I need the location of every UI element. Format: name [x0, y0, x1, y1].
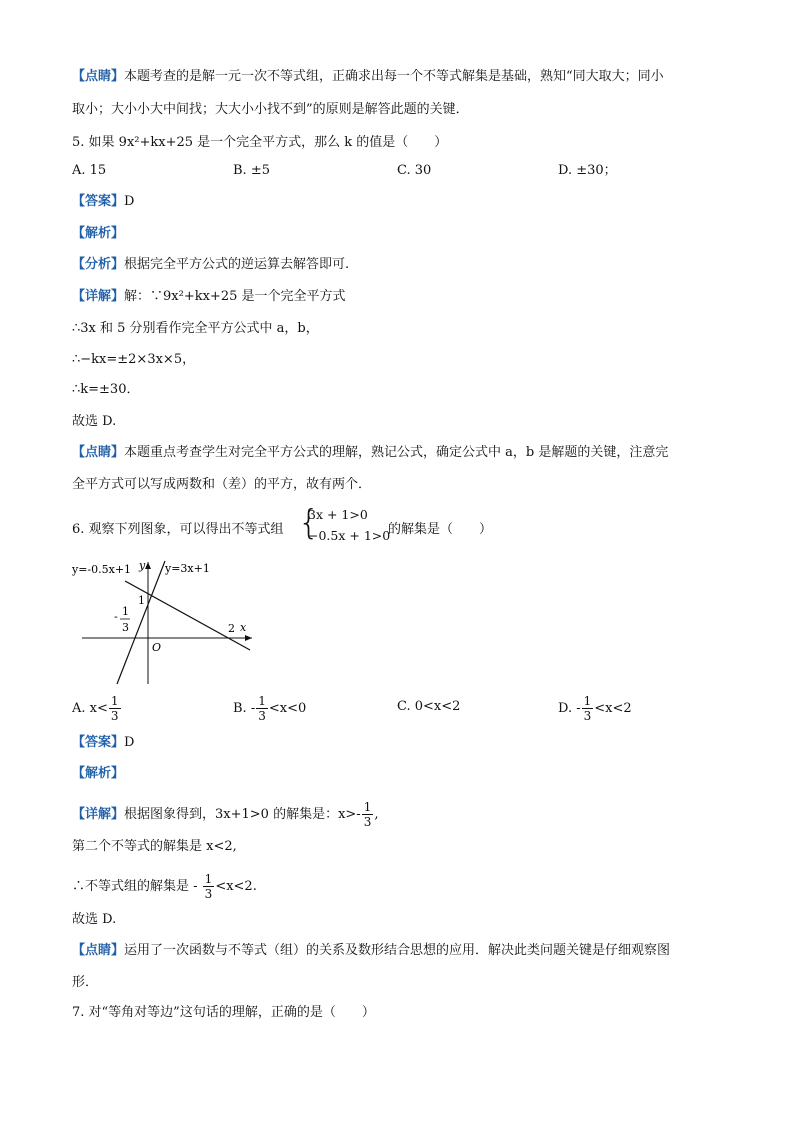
label-neg-sign: -: [114, 610, 118, 623]
answer-value: D: [124, 194, 135, 209]
detail-step: ∴3x 和 5 分别看作完全平方公式中 a，b，: [72, 321, 319, 336]
fraction-num: 1: [110, 694, 119, 708]
fraction: [203, 872, 215, 901]
fenxi-tag: 【分析】: [72, 257, 125, 272]
detail-step-pre: ∴不等式组的解集是 -: [72, 879, 202, 894]
analysis-line: [72, 256, 349, 274]
option-c: C. 30: [397, 163, 432, 178]
q6-option-c: C. 0<x<2: [397, 699, 461, 714]
question-6-stem-pre: 6. 观察下列图象，可以得出不等式组: [72, 522, 284, 537]
note-line: [72, 444, 668, 462]
note-tag: 【点睛】: [72, 445, 125, 460]
fraction-den: 3: [204, 887, 213, 901]
detail-step: 故选 D.: [72, 414, 117, 429]
fraction-den: 3: [258, 709, 266, 723]
q6-option-a: [72, 694, 122, 723]
inequality-1: 3x + 1>0: [308, 507, 368, 522]
label-root-2: 2: [228, 622, 235, 635]
fraction-den: 3: [583, 709, 592, 723]
x-axis-arrow: [245, 635, 252, 641]
q6-option-a-pre: A. x<: [72, 701, 108, 716]
label-y: y: [139, 559, 146, 572]
note-line: [72, 942, 670, 960]
label-frac-den: 3: [122, 621, 129, 634]
fraction-den: 3: [110, 709, 119, 723]
jiexi-tag: 【解析】: [72, 226, 125, 241]
fraction-num: 1: [363, 800, 372, 814]
note-text: 本题重点考查学生对完全平方公式的理解，熟记公式，确定公式中 a，b 是解题的关键，注意完: [124, 445, 669, 460]
jiexi-tag: 【解析】: [72, 766, 125, 781]
brace: {: [298, 503, 320, 543]
label-line-neg-half: y=-0.5x+1: [72, 563, 132, 576]
inequality-2: −0.5x + 1>0: [308, 528, 391, 543]
detail-step: ∴−kx=±2×3x×5，: [72, 352, 196, 367]
note-tag: 【点睛】: [72, 69, 125, 84]
note-tag: 【点睛】: [72, 943, 125, 958]
note-text: 取小；大小小大中间找；大大小小找不到”的原则是解答此题的关键．: [72, 102, 469, 117]
note-line: [72, 974, 98, 992]
detail-step-post: <x<2.: [215, 879, 257, 894]
fraction-num: 1: [258, 694, 266, 708]
q6-option-b-post: <x<0: [268, 701, 307, 716]
label-origin: O: [152, 641, 162, 654]
detail-line: [72, 800, 378, 829]
y-axis-arrow: [145, 562, 151, 569]
question-6-stem: [72, 521, 284, 539]
label-x: x: [240, 621, 247, 634]
question-6-stem-post: 的解集是（ ）: [388, 522, 493, 537]
answer-line: [72, 734, 134, 752]
label-line-3x: y=3x+1: [165, 562, 210, 575]
analysis-heading: [72, 765, 124, 783]
note-text: 全平方式可以写成两数和（差）的平方，故有两个．: [72, 477, 372, 492]
label-frac-num: 1: [122, 605, 129, 618]
function-graph: [70, 558, 260, 688]
answer-value: D: [124, 735, 135, 750]
fraction-den: 3: [363, 815, 372, 829]
fraction-num: 1: [583, 694, 592, 708]
note-text: 本题考查的是解一元一次不等式组，正确求出每一个不等式解集是基础，熟知“同大取大；同小: [124, 69, 664, 84]
answer-tag: 【答案】: [72, 735, 125, 750]
answer-tag: 【答案】: [72, 194, 125, 209]
detail-tag: 【详解】: [72, 807, 125, 822]
option-b: B. ±5: [233, 163, 270, 178]
option-a: A. 15: [72, 163, 107, 178]
fraction-num: 1: [204, 872, 213, 886]
detail-line: [72, 288, 346, 306]
fraction: [362, 800, 374, 829]
detail-step: [72, 872, 257, 901]
fenxi-text: 根据完全平方公式的逆运算去解答即可.: [124, 257, 350, 272]
question-5-stem: 5. 如果 9x²+kx+25 是一个完全平方式，那么 k 的值是（ ）: [72, 135, 448, 150]
detail-step: 第二个不等式的解集是 x<2,: [72, 839, 237, 854]
note-line: [72, 101, 469, 119]
q6-option-d-pre: D. -: [558, 701, 581, 716]
q6-option-b: [233, 694, 306, 723]
detail-step: 故选 D.: [72, 912, 117, 927]
detail-text: 解：∵9x²+kx+25 是一个完全平方式: [124, 289, 346, 304]
detail-tag: 【详解】: [72, 289, 125, 304]
option-d: D. ±30；: [558, 163, 617, 178]
q6-option-b-pre: B. -: [233, 701, 256, 716]
question-7-stem: 7. 对“等角对等边”这句话的理解，正确的是（ ）: [72, 1005, 375, 1020]
q6-option-d: [558, 694, 632, 723]
note-line: [72, 68, 664, 86]
fraction: [256, 694, 268, 723]
note-text: 形．: [72, 975, 99, 990]
note-text: 运用了一次函数与不等式（组）的关系及数形结合思想的应用．解决此类问题关键是仔细观察图: [124, 943, 671, 958]
detail-text: 根据图象得到，3x+1>0 的解集是：x>-: [124, 807, 361, 822]
q6-option-d-post: <x<2: [594, 701, 632, 716]
analysis-heading: [72, 225, 124, 243]
fraction: [582, 694, 594, 723]
label-intercept-1: 1: [138, 594, 145, 607]
answer-line: [72, 193, 134, 211]
detail-step: ∴k=±30．: [72, 382, 140, 397]
fraction: [109, 694, 121, 723]
note-line: [72, 476, 371, 494]
detail-post: ,: [374, 807, 379, 822]
